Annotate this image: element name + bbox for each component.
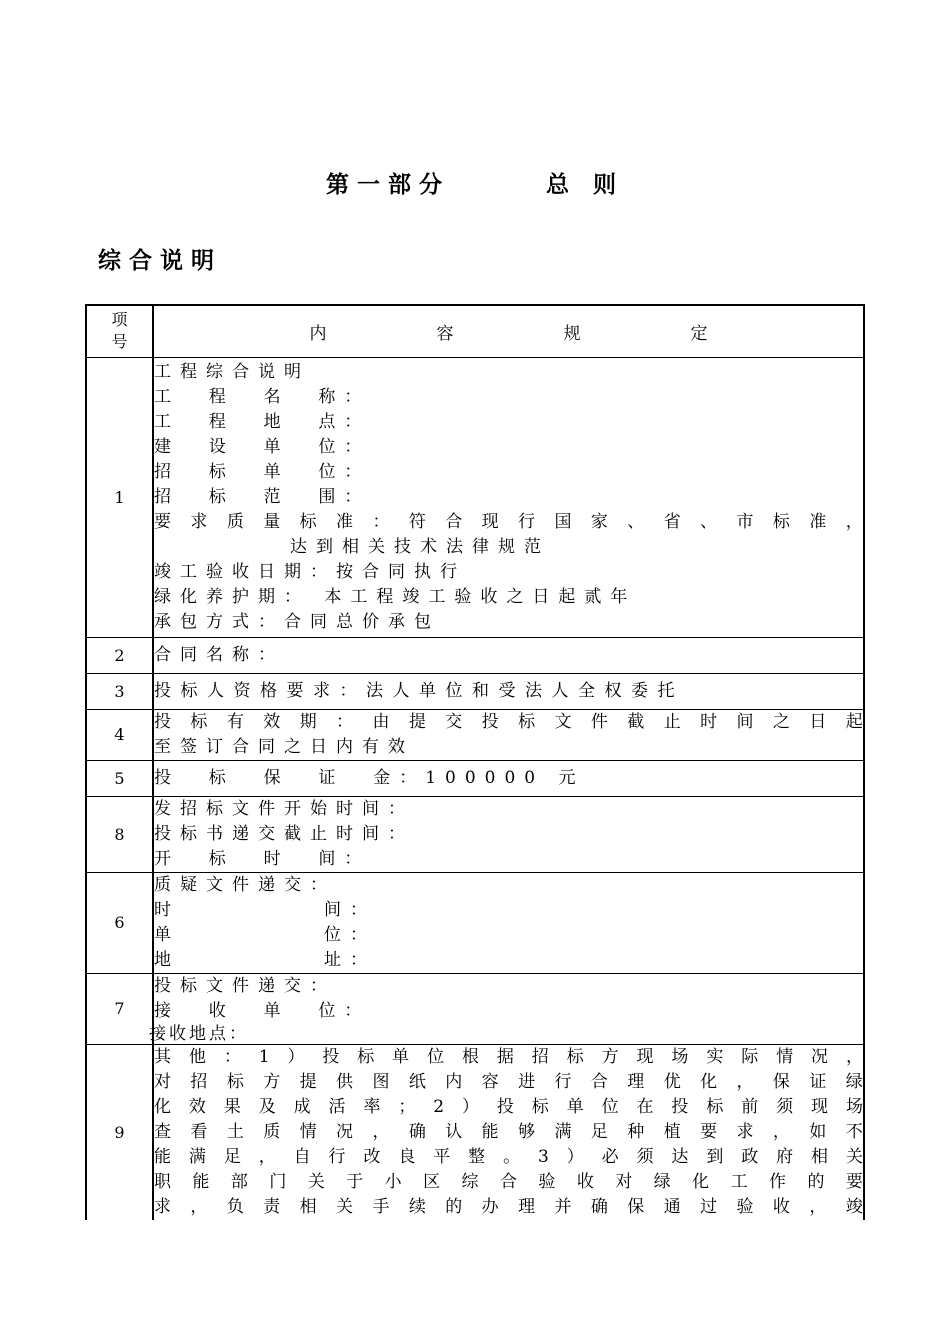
content-line: 承包方式：合同总价承包 <box>154 611 440 632</box>
table-row <box>86 796 864 872</box>
header-content-cell <box>153 305 864 357</box>
content-line: 职 能 部 门 关 于 小 区 综 合 验 收 对 绿 化 工 作 的 要 <box>154 1171 863 1192</box>
table-row <box>86 1044 864 1220</box>
content-line: 开 标 时 间： <box>154 848 371 869</box>
table-row <box>86 709 864 760</box>
row-content <box>153 1044 864 1220</box>
content-line: 接 收 单 位： <box>154 1000 371 1021</box>
section-title: 综合说明 <box>98 248 222 274</box>
content-line: 工 程 地 点： <box>154 411 371 432</box>
content-line: 对 招 标 方 提 供 图 纸 内 容 进 行 合 理 优 化 ， 保 证 绿 <box>154 1071 863 1092</box>
content-line: 质疑文件递交： <box>154 874 336 895</box>
content-line: 投标人资格要求：法人单位和受法人全权委托 <box>154 680 684 701</box>
content-line: 工 程 名 称： <box>154 386 371 407</box>
row-content <box>153 709 864 760</box>
header-num-label: 项号 <box>111 310 128 352</box>
row-content <box>153 760 864 796</box>
content-line: 时 间： <box>154 899 377 920</box>
content-line: 单 位： <box>154 924 377 945</box>
content-line: 投 标 保 证 金：100000 元 <box>154 767 585 788</box>
content-line: 查 看 土 质 情 况 ， 确 认 能 够 满 足 种 植 要 求 ， 如 不 <box>154 1121 863 1142</box>
header-num-cell <box>86 305 153 357</box>
table-row <box>86 872 864 973</box>
row-num: 8 <box>86 796 153 872</box>
content-line: 绿化养护期： 本工程竣工验收之日起贰年 <box>154 586 637 607</box>
row-num: 7 <box>86 973 153 1044</box>
content-line: 招 标 范 围： <box>154 486 371 507</box>
content-line: 投标书递交截止时间： <box>154 823 414 844</box>
table-row <box>86 357 864 637</box>
table-row <box>86 760 864 796</box>
content-line: 投 标 有 效 期 ： 由 提 交 投 标 文 件 截 止 时 间 之 日 起 <box>154 711 863 732</box>
row-content <box>149 973 864 1044</box>
part-title: 第一部分 总 则 <box>325 172 625 198</box>
row-num: 2 <box>86 637 153 673</box>
content-line: 发招标文件开始时间： <box>154 798 414 819</box>
row-content <box>153 673 864 709</box>
content-line: 接收地点： <box>149 1023 249 1044</box>
row-num: 4 <box>86 709 153 760</box>
table-header-row <box>86 305 864 357</box>
content-line: 地 址： <box>154 949 377 970</box>
row-num: 5 <box>86 760 153 796</box>
content-line: 能 满 足 ， 自 行 改 良 平 整 。 3 ） 必 须 达 到 政 府 相 关 <box>154 1146 863 1167</box>
content-line: 建 设 单 位： <box>154 436 371 457</box>
content-line: 投标文件递交： <box>154 975 336 996</box>
content-line: 要 求 质 量 标 准 ： 符 合 现 行 国 家 、 省 、 市 标 准 ， <box>154 511 863 532</box>
content-line: 合同名称： <box>154 644 284 665</box>
content-line: 至签订合同之日内有效 <box>154 736 414 757</box>
table-row <box>86 673 864 709</box>
content-line: 工程综合说明 <box>154 361 310 382</box>
row-content <box>153 796 864 872</box>
row-content <box>153 637 864 673</box>
row-num: 1 <box>86 357 153 637</box>
header-content-label: 内容规定 <box>309 323 818 344</box>
content-line: 其 他 ： 1 ） 投 标 单 位 根 据 招 标 方 现 场 实 际 情 况 ， <box>154 1046 863 1067</box>
table-row <box>86 637 864 673</box>
content-line: 求 ， 负 责 相 关 手 续 的 办 理 并 确 保 通 过 验 收 ， 竣 <box>154 1196 863 1217</box>
content-line: 招 标 单 位： <box>154 461 371 482</box>
row-content <box>153 872 864 973</box>
row-num: 3 <box>86 673 153 709</box>
content-line: 竣工验收日期：按合同执行 <box>154 561 466 582</box>
row-content <box>153 357 864 637</box>
row-num: 6 <box>86 872 153 973</box>
row-num: 9 <box>86 1044 153 1220</box>
content-line: 化 效 果 及 成 活 率 ； 2 ） 投 标 单 位 在 投 标 前 须 现 场 <box>154 1096 863 1117</box>
content-line: 达到相关技术法律规范 <box>290 536 550 557</box>
table-row <box>86 973 864 1044</box>
spec-table <box>85 304 865 1220</box>
